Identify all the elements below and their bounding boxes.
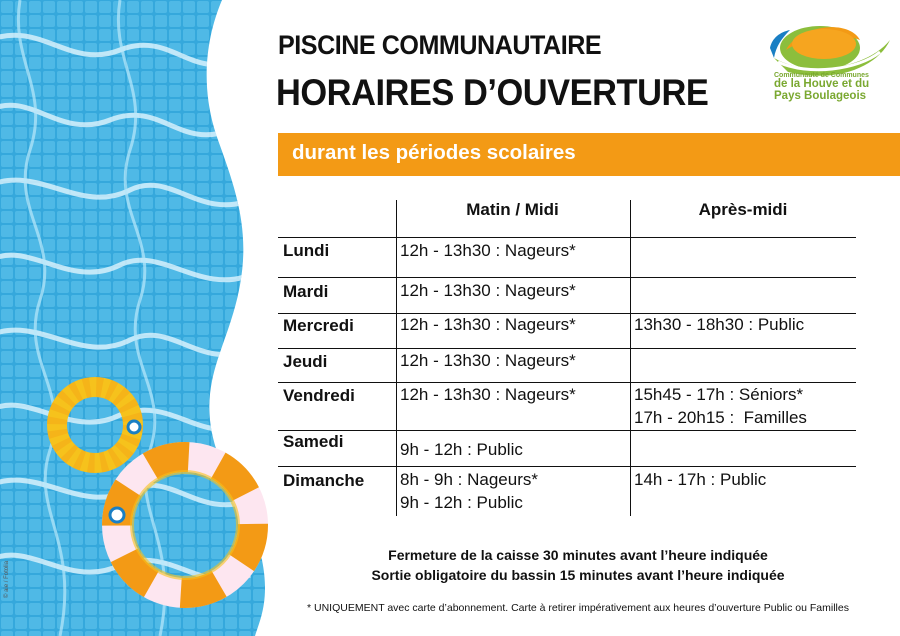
logo-line-1: Communauté de Communes <box>774 72 869 79</box>
day-label: Jeudi <box>283 352 328 371</box>
day-label: Samedi <box>283 432 344 451</box>
morning-slot: 8h - 9h : Nageurs* <box>400 470 538 489</box>
morning-slot: 9h - 12h : Public <box>400 440 523 459</box>
period-banner-text: durant les périodes scolaires <box>292 141 576 164</box>
footnote: * UNIQUEMENT avec carte d’abonnement. Carte à retirer impérativement aux heures d’ouverture Public ou Familles <box>307 602 849 614</box>
afternoon-slot: 13h30 - 18h30 : Public <box>634 315 805 334</box>
morning-slot: 12h - 13h30 : Nageurs* <box>400 351 576 370</box>
logo-line-2: de la Houve et du <box>774 78 870 90</box>
community-logo <box>768 18 894 118</box>
logo-caption <box>774 72 884 102</box>
table-divider <box>278 348 856 349</box>
table-divider <box>278 382 856 383</box>
table-divider <box>396 200 397 516</box>
morning-slot: 12h - 13h30 : Nageurs* <box>400 385 576 404</box>
day-label: Mercredi <box>283 316 354 335</box>
title-line-2: HORAIRES D’OUVERTURE <box>276 72 709 113</box>
column-header-morning: Matin / Midi <box>466 200 559 219</box>
table-divider <box>278 237 856 238</box>
day-label: Mardi <box>283 282 329 301</box>
logo-line-3: Pays Boulageois <box>774 89 867 102</box>
table-divider <box>630 200 631 516</box>
note-line-1: Fermeture de la caisse 30 minutes avant l’heure indiquée <box>388 547 768 563</box>
afternoon-slot: 15h45 - 17h : Séniors* <box>634 385 804 404</box>
table-divider <box>278 277 856 278</box>
afternoon-slot: 14h - 17h : Public <box>634 470 767 489</box>
note-line-2: Sortie obligatoire du bassin 15 minutes avant l’heure indiquée <box>371 567 785 583</box>
day-label: Lundi <box>283 241 330 260</box>
morning-slot: 12h - 13h30 : Nageurs* <box>400 241 576 260</box>
morning-slot: 12h - 13h30 : Nageurs* <box>400 281 576 300</box>
morning-slot: 12h - 13h30 : Nageurs* <box>400 315 576 334</box>
table-divider <box>278 466 856 467</box>
afternoon-slot: 17h - 20h15 : Familles <box>634 408 807 427</box>
closing-notes <box>278 545 878 585</box>
photo-credit: © aie / Fotolia <box>4 560 10 598</box>
title-line-1: PISCINE COMMUNAUTAIRE <box>278 30 602 60</box>
day-label: Vendredi <box>283 386 355 405</box>
period-banner <box>278 133 900 176</box>
pool-water-illustration <box>0 0 300 636</box>
morning-slot: 9h - 12h : Public <box>400 493 523 512</box>
schedule-table <box>278 200 856 518</box>
table-divider <box>278 430 856 431</box>
day-label: Dimanche <box>283 471 365 490</box>
column-header-afternoon: Après-midi <box>698 200 788 219</box>
